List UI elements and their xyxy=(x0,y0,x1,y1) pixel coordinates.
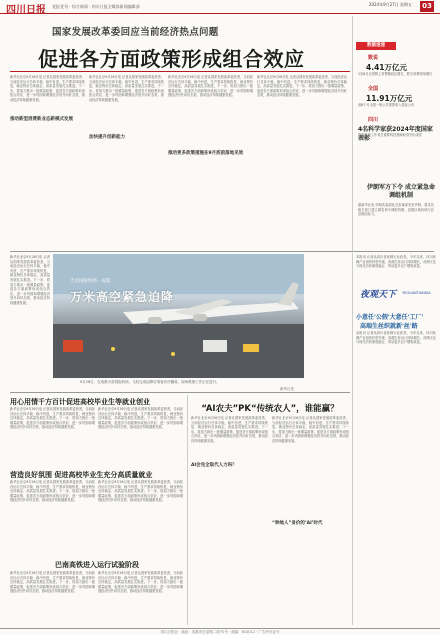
data-tag: 数据速递 xyxy=(356,42,396,50)
masthead-date: 2024年9月27日 星期五 xyxy=(368,2,412,7)
bottom-left-body-1b: 新华社北京9月26日电 记者从国家发展改革委获悉，当前经济运行总体平稳、稳中有进，生产需求持续恢复，就业物价总体稳定，高质量发展扎实推进。下一步，将加力推出一批增量政策，促进各方面政策形成组合效应，进一步巩固和增强经济回升向好态势，推动经济持续健康发展。 xyxy=(98,407,183,430)
photo-overlay-small: 天府国际机场 · 成都 xyxy=(70,279,111,284)
column-divider-ai xyxy=(187,395,188,625)
right-story-headline: 小意任'公假'大意任'工厂' xyxy=(356,314,424,321)
story-subhead-2: 加快提升创新能力 xyxy=(89,135,125,140)
page-footer: 四川日报社 · 地址：成都市红星路二段70号 · 邮编：610012 · 广告许可证号 xyxy=(0,628,440,635)
right-story-body: 本报讯 记者从四川省丝绸行业获悉，今年以来，四川丝绸产业加快转型升级，高端生丝出口持续增长，丝绸文化与现代纺织深度融合，带动更多农户增收致富。 xyxy=(356,331,436,345)
story-column-2: 新华社北京9月26日电 记者从国家发展改革委获悉，当前经济运行总体平稳、稳中有进，生产需求持续恢复，就业物价总体稳定，高质量发展扎实推进。下一步，将加力推出一批增量政策，促进各方面政策形成组合效应，进一步巩固和增强经济回升向好态势，推动经济持续健康发展。 xyxy=(89,75,164,102)
bottom-left-body-2a: 新华社北京9月26日电 记者从国家发展改革委获悉，当前经济运行总体平稳、稳中有进，生产需求持续恢复，就业物价总体稳定，高质量发展扎实推进。下一步，将加力推出一批增量政策，促进各方面政策形成组合效应，进一步巩固和增强经济回升向好态势，推动经济持续健康发展。 xyxy=(10,480,95,503)
ai-story-column-2: 新华社北京9月26日电 记者从国家发展改革委获悉，当前经济运行总体平稳、稳中有进，生产需求持续恢复，就业物价总体稳定，高质量发展扎实推进。下一步，将加力推出一批增量政策，促进各方面政策形成组合效应，进一步巩固和增强经济回升向好态势，推动经济持续健康发展。 xyxy=(272,416,349,443)
feature-headline: 伊朗军方下令 成立紧急命调组机制 xyxy=(366,184,436,199)
ai-story-subhead-2: “种地人”身价的‘AI’时代 xyxy=(272,521,323,526)
bottom-left-body-3a: 新华社北京9月26日电 记者从国家发展改革委获悉，当前经济运行总体平稳、稳中有进，生产需求持续恢复，就业物价总体稳定，高质量发展扎实推进。下一步，将加力推出一批增量政策，促进各方面政策形成组合效应，进一步巩固和增强经济回升向好态势，推动经济持续健康发展。 xyxy=(10,571,95,594)
ai-story-column-1: 新华社北京9月26日电 记者从国家发展改革委获悉，当前经济运行总体平稳、稳中有进，生产需求持续恢复，就业物价总体稳定，高质量发展扎实推进。下一步，将加力推出一批增量政策，促进各方面政策形成组合效应，进一步巩固和增强经济回升向好态势，推动经济持续健康发展。 xyxy=(191,416,268,443)
bottom-left-headline-3: 巴南高铁进入运行试验阶段 xyxy=(55,561,139,569)
bottom-left-body-2b: 新华社北京9月26日电 记者从国家发展改革委获悉，当前经济运行总体平稳、稳中有进，生产需求持续恢复，就业物价总体稳定，高质量发展扎实推进。下一步，将加力推出一批增量政策，促进各方面政策形成组合效应，进一步巩固和增强经济回升向好态势，推动经济持续健康发展。 xyxy=(98,480,183,503)
page-number: 03 xyxy=(420,1,434,12)
column-divider xyxy=(352,16,353,251)
photo-overlay-headline: 万米高空紧急迫降 xyxy=(70,290,175,304)
bottom-left-headline-2: 营造良好氛围 促进高校毕业生充分高质量就业 xyxy=(10,471,153,479)
story-column-1: 新华社北京9月26日电 记者从国家发展改革委获悉，当前经济运行总体平稳、稳中有进，生产需求持续恢复，就业物价总体稳定，高质量发展扎实推进。下一步，将加力推出一批增量政策，促进各方面政策形成组合效应，进一步巩固和增强经济回升向好态势，推动经济持续健康发展。 xyxy=(10,75,85,102)
feature-body: 据新华社电 伊朗武装部队总参谋部发布声明，要求各相关部门建立紧急命令调配机制，加强区域协调与应急响应能力。 xyxy=(358,203,434,217)
data-text-1: 1至8月全国网上零售额同比增长，数字消费持续增长 xyxy=(358,72,433,76)
data-label-2: 全国 xyxy=(368,86,379,92)
bottom-left-body-3b: 新华社北京9月26日电 记者从国家发展改革委获悉，当前经济运行总体平稳、稳中有进，生产需求持续恢复，就业物价总体稳定，高质量发展扎实推进。下一步，将加力推出一批增量政策，促进各方面政策形成组合效应，进一步巩固和增强经济回升向好态势，推动经济持续健康发展。 xyxy=(98,571,183,594)
photo-caption: 9月26日，在成都天府国际机场，飞机完成迫降后乘客有序撤离，现场救援工作正在进行。 xyxy=(80,380,220,384)
section-rule xyxy=(10,251,434,252)
story-subhead-1: 推动新型消费新业态新模式发展 xyxy=(10,117,73,122)
data-text-2: 前8个月全国一般公共预算收入情况公布 xyxy=(358,103,415,107)
story-kicker: 国家发展改革委回应当前经济热点问题 xyxy=(52,27,219,38)
story-column-4: 新华社北京9月26日电 记者从国家发展改革委获悉，当前经济运行总体平稳、稳中有进，生产需求持续恢复，就业物价总体稳定，高质量发展扎实推进。下一步，将加力推出一批增量政策，促进各方面政策形成组合效应，进一步巩固和增强经济回升向好态势，推动经济持续健康发展。 xyxy=(257,75,347,98)
right-story-subheadline: 高端生丝织就新'丝'路 xyxy=(360,323,418,330)
bottom-left-body-1a: 新华社北京9月26日电 记者从国家发展改革委获悉，当前经济运行总体平稳、稳中有进，生产需求持续恢复，就业物价总体稳定，高质量发展扎实推进。下一步，将加力推出一批增量政策，促进各方面政策形成组合效应，进一步巩固和增强经济回升向好态势，推动经济持续健康发展。 xyxy=(10,407,95,430)
story-subhead-3: 推动更多政策措施在9月底前落地见效 xyxy=(168,151,244,156)
news-photo-airplane xyxy=(53,254,304,378)
brand-intro-text: 本报讯 记者从四川省丝绸行业获悉，今年以来，四川丝绸产业加快转型升级，高端生丝出口持续增长，丝绸文化与现代纺织深度融合，带动更多农户增收致富。 xyxy=(356,255,436,269)
data-label-1: 数说 xyxy=(368,55,379,61)
lower-rule xyxy=(10,392,350,393)
data-label-3: 四川 xyxy=(368,117,379,123)
section-brand: 夜观天下 xyxy=(360,290,397,300)
newspaper-logo: 四川日报 xyxy=(6,5,46,16)
data-value-3: 4名科学家获2024年度国家表彰 xyxy=(358,126,433,142)
photo-credit: 新华社发 xyxy=(280,387,294,391)
section-brand-sub: YEGUANTIANXIA xyxy=(402,291,431,295)
column-divider-lower xyxy=(352,253,353,625)
headline-rule xyxy=(10,71,350,72)
masthead-meta: 党报党刊 · 综合新闻 · 四川日报全媒体新闻编辑部 xyxy=(52,4,140,9)
data-value-1: 4.41万亿元 xyxy=(366,63,408,72)
bottom-left-headline-1: 用心用情千方百计促进高校毕业生等就业创业 xyxy=(10,398,150,406)
ai-story-headline: “AI农夫”PK“传统农人”，谁能赢？ xyxy=(201,404,339,414)
data-value-2: 11.91万亿元 xyxy=(366,94,413,103)
data-text-3: 我省科研工作者在重要科技领域取得突出成绩 xyxy=(358,133,422,137)
story-column-3: 新华社北京9月26日电 记者从国家发展改革委获悉，当前经济运行总体平稳、稳中有进，生产需求持续恢复，就业物价总体稳定，高质量发展扎实推进。下一步，将加力推出一批增量政策，促进各方面政策形成组合效应，进一步巩固和增强经济回升向好态势，推动经济持续健康发展。 xyxy=(168,75,253,98)
side-column: 新华社北京9月26日电 记者从国家发展改革委获悉，当前经济运行总体平稳、稳中有进，生产需求持续恢复，就业物价总体稳定，高质量发展扎实推进。下一步，将加力推出一批增量政策，促进各方面政策形成组合效应，进一步巩固和增强经济回升向好态势，推动经济持续健康发展。 xyxy=(10,255,50,305)
ai-story-subhead-1: AI会完全取代人力吗？ xyxy=(191,463,237,468)
story-headline: 促进各方面政策形成组合效应 xyxy=(38,47,305,71)
